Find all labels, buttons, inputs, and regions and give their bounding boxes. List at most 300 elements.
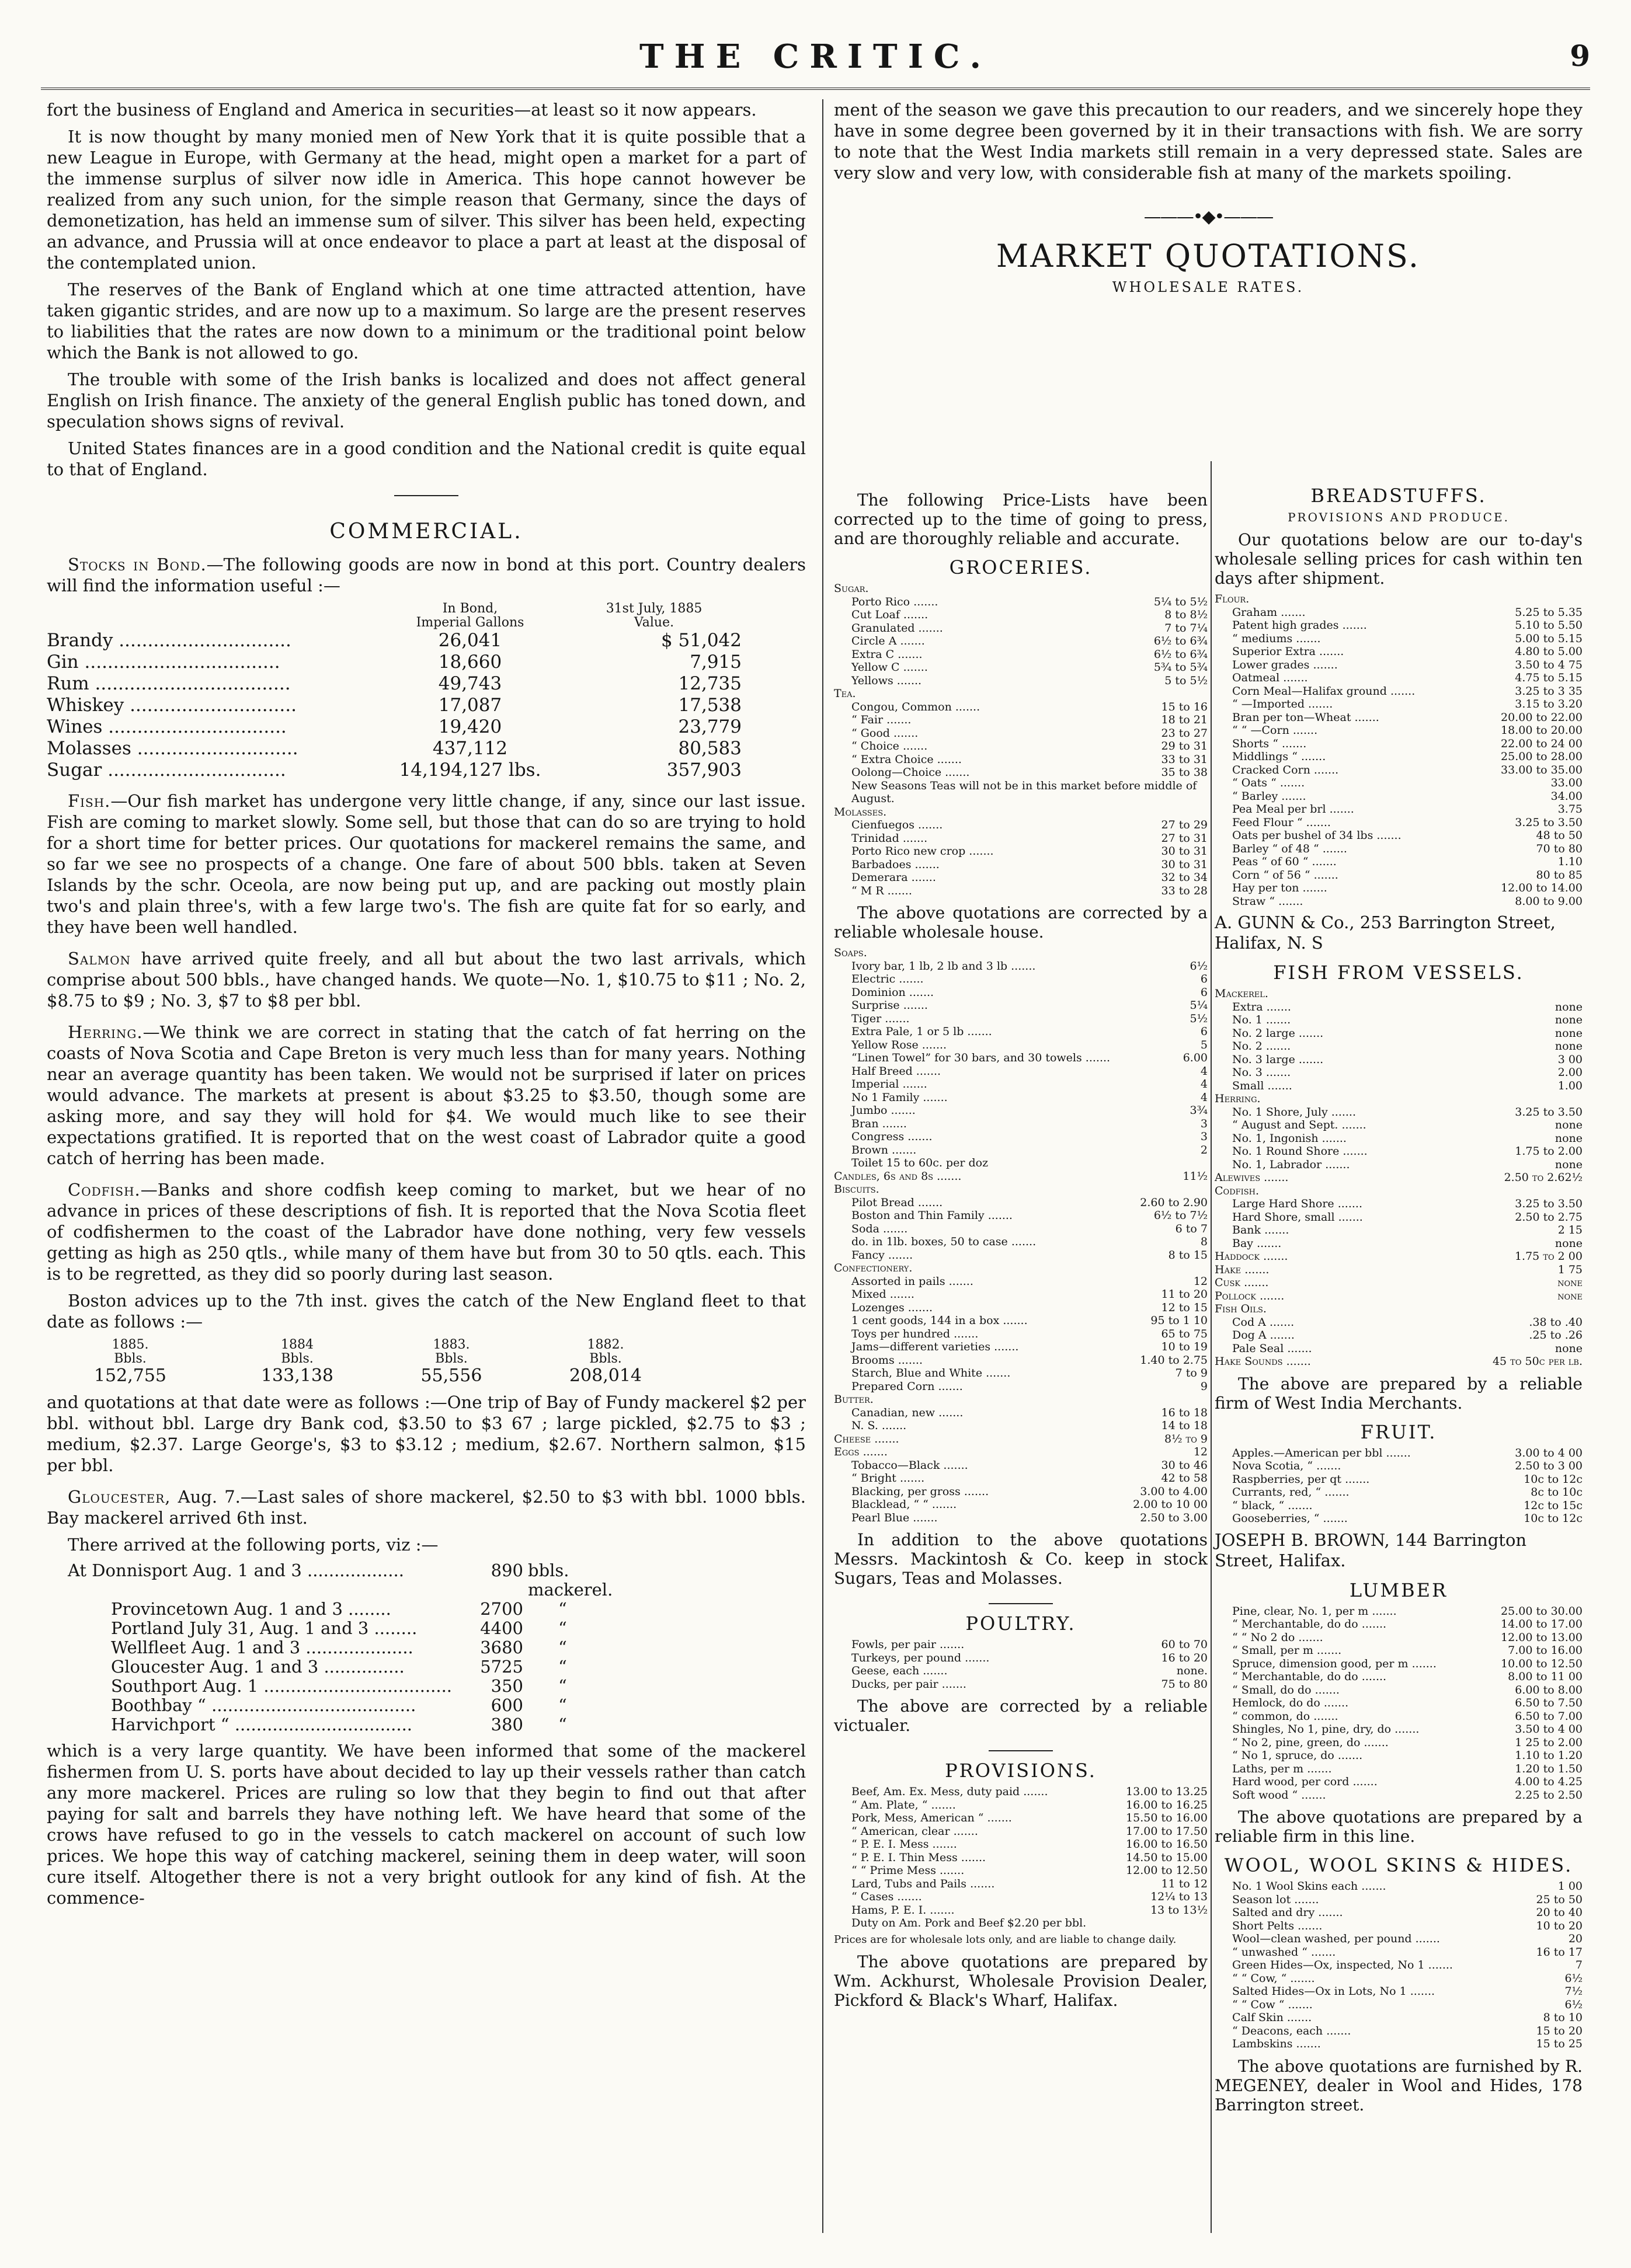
- fish-list: [1215, 987, 1583, 1368]
- list-item: [1215, 1631, 1583, 1645]
- category-label: Pollock .......: [1215, 1289, 1285, 1302]
- continuation-paragraph: ment of the season we gave this precaution to our readers, and we sincerely hope they have in some degree been governed by it in their transactions with fish. We are sorry to note that the West India markets still remain in a very depressed state. Sales are very slow and very low, with considerable fish at many of the markets spoiling.: [834, 100, 1583, 183]
- item-value: 13 to 13½: [1150, 1903, 1208, 1917]
- item-label: Mixed .......: [851, 1288, 914, 1301]
- item-label: Cracked Corn .......: [1232, 763, 1339, 776]
- table-row: [47, 1638, 631, 1657]
- item-label: Dog A .......: [1232, 1329, 1295, 1342]
- list-item: [1215, 1342, 1583, 1356]
- list-item: [834, 1144, 1208, 1157]
- category-row: [834, 1445, 1208, 1459]
- item-label: Pork, Mess, American “ .......: [851, 1811, 1012, 1824]
- item-value: 8 to 8½: [1164, 608, 1208, 621]
- bond-intro: [47, 554, 806, 596]
- list-item: [1215, 2011, 1583, 2025]
- list-item: [834, 1851, 1208, 1865]
- item-label: Short Pelts .......: [1232, 1919, 1323, 1932]
- item-label: Electric .......: [851, 973, 924, 985]
- item-value: 6.50 to 7.50: [1515, 1696, 1583, 1709]
- list-item: [1215, 1106, 1583, 1119]
- paragraph: fort the business of England and America in securities—at least so it now appears.: [47, 100, 757, 120]
- item-value: 7: [1575, 1959, 1583, 1971]
- port-qty: 2700: [480, 1599, 523, 1619]
- port-unit: “: [558, 1638, 567, 1657]
- item-value: 3: [1200, 1117, 1208, 1130]
- item-value: 6: [1200, 1025, 1208, 1038]
- item-label: Lard, Tubs and Pails .......: [851, 1877, 995, 1890]
- item-label: Tiger .......: [851, 1012, 910, 1025]
- run-in-head: Herring.: [68, 1022, 143, 1042]
- list-item: [834, 1314, 1208, 1328]
- list-item: [834, 1638, 1208, 1652]
- item-label: N. S. .......: [851, 1419, 907, 1432]
- poultry-list: [834, 1638, 1208, 1691]
- item-label: Duty on Am. Pork and Beef $2.20 per bbl.: [851, 1917, 1087, 1929]
- list-item: [834, 1485, 1208, 1499]
- item-value: 95 to 1 10: [1150, 1314, 1208, 1327]
- item-label: “ P. E. I. Thin Mess .......: [851, 1851, 986, 1864]
- category-row: [1215, 1171, 1583, 1184]
- item-value: 35 to 38: [1161, 766, 1208, 779]
- item-label: “ August and Sept. .......: [1232, 1119, 1366, 1131]
- item-label: Tobacco—Black .......: [851, 1458, 968, 1472]
- list-item: [834, 1799, 1208, 1812]
- category-label: Tea.: [834, 687, 856, 700]
- item-label: “ “ Cow “ .......: [1232, 1998, 1313, 2011]
- item-label: Blacklead, “ “ .......: [851, 1498, 957, 1511]
- fruit-list: [1215, 1447, 1583, 1525]
- item-value: 3.15 to 3.20: [1515, 698, 1583, 710]
- item-value: 3.25 to 3.50: [1515, 1197, 1583, 1210]
- table-row: [47, 673, 806, 695]
- item-value: 5 to 5½: [1164, 674, 1208, 687]
- item-name: Rum ..................................: [47, 673, 291, 694]
- item-label: Jumbo .......: [851, 1104, 916, 1117]
- category-label: Haddock .......: [1215, 1250, 1288, 1263]
- item-value: 6: [1200, 973, 1208, 985]
- category-label: Herring.: [1215, 1092, 1261, 1105]
- item-label: Small .......: [1232, 1079, 1292, 1092]
- item-value: 4: [1200, 1078, 1208, 1091]
- list-item: [834, 753, 1208, 767]
- item-value: 8c to 10c: [1531, 1486, 1583, 1499]
- port-qty: 600: [491, 1695, 523, 1715]
- item-label: Fowls, per pair .......: [851, 1638, 965, 1651]
- item-label: Hard Shore, small .......: [1232, 1210, 1363, 1224]
- item-value: 1 25 to 2.00: [1515, 1736, 1583, 1749]
- item-value: 30 to 31: [1161, 858, 1208, 871]
- item-value: [1493, 1184, 1583, 1198]
- list-item: [1215, 1066, 1583, 1079]
- item-label: Yellows .......: [851, 674, 922, 687]
- list-item: [1215, 1723, 1583, 1736]
- list-item: [834, 1340, 1208, 1354]
- item-label: Green Hides—Ox, inspected, No 1 .......: [1232, 1959, 1453, 1971]
- category-row: [834, 946, 1208, 960]
- port-qty: 380: [491, 1715, 523, 1734]
- table-row: [47, 1677, 631, 1696]
- item-value: [1132, 1393, 1208, 1406]
- item-value: none: [1557, 1276, 1583, 1289]
- item-label: Gooseberries, “ .......: [1232, 1512, 1348, 1525]
- item-label: “ Cases .......: [851, 1890, 922, 1903]
- item-label: “ P. E. I. Mess .......: [851, 1838, 957, 1851]
- item-value: [1493, 1302, 1583, 1316]
- list-item: [1215, 1775, 1583, 1789]
- item-value: 29 to 31: [1161, 740, 1208, 752]
- list-item: [1215, 671, 1583, 685]
- list-item: [1215, 1027, 1583, 1040]
- list-item: [834, 648, 1208, 661]
- item-label: Extra Pale, 1 or 5 lb .......: [851, 1025, 992, 1038]
- list-item: [834, 973, 1208, 986]
- category-row: [1215, 1355, 1583, 1368]
- port-unit: “: [558, 1676, 567, 1696]
- item-label: Toys per hundred .......: [851, 1327, 979, 1340]
- breadstuffs-list: [1215, 593, 1583, 908]
- port-qty: 5725: [480, 1657, 523, 1677]
- item-value: 11 to 20: [1161, 1288, 1208, 1301]
- item-value: 3.50 to 4 00: [1515, 1723, 1583, 1736]
- finance-commercial-column: [47, 99, 806, 1914]
- item-label: Superior Extra .......: [1232, 645, 1344, 658]
- item-value: 14.50 to 15.00: [1126, 1851, 1208, 1864]
- column-divider: [822, 99, 823, 2233]
- section-rule: [394, 495, 458, 496]
- item-label: Beef, Am. Ex. Mess, duty paid .......: [851, 1785, 1048, 1798]
- item-value: 8½ to 9: [1164, 1432, 1208, 1445]
- item-label: Blacking, per gross .......: [851, 1485, 989, 1498]
- item-value: 60 to 70: [1161, 1638, 1208, 1651]
- list-item: [834, 608, 1208, 622]
- item-value: 16 to 17: [1536, 1945, 1583, 1959]
- category-row: [1215, 1302, 1583, 1316]
- breadstuffs-heading: BREADSTUFFS.: [1310, 485, 1487, 507]
- codfish-text: —Banks and shore codfish keep coming to market, but we hear of no advance in prices of these descriptions of fish. It is reported that the Nova Scotia fleet of codfishermen to the coast of the Labrador have done nothing, very few vessels getting as high as 250 qtls., while many of them have but from 30 to 50 qtls. each. This is to be regretted, as they did so poorly during last season.: [47, 1180, 806, 1284]
- table-row: [47, 1715, 631, 1734]
- list-item: [834, 635, 1208, 648]
- list-item: [1215, 803, 1583, 816]
- list-item: [1215, 764, 1583, 777]
- item-label: Granulated .......: [851, 621, 943, 635]
- item-label: Cod A .......: [1232, 1315, 1295, 1329]
- table-row: [47, 760, 806, 781]
- item-value: 15.50 to 16.00: [1126, 1811, 1208, 1824]
- item-value: 34.00: [1550, 789, 1583, 803]
- item-value: 15 to 25: [1536, 2037, 1583, 2050]
- list-item: [834, 1511, 1208, 1525]
- category-label: Molasses.: [834, 805, 887, 818]
- produce-column: [1215, 485, 1583, 2119]
- item-label: Laths, per m .......: [1232, 1762, 1332, 1775]
- category-label: Cheese .......: [834, 1432, 899, 1445]
- list-item: [1215, 1512, 1583, 1525]
- fish-text: —Our fish market has undergone very little change, if any, since our last issue. Fish are coming to market slowly. Some sell, but those that can do so are trying to hold for a short time for better prices. Our quotations for mackerel remains the same, and so far we see no prospects of a change. One fare of about 500 bbls. taken at Seven Islands by the schr. Oceola, are now being put up, and are packing out mostly plain two's and plain three's, with a few large two's. The fish are quite fat for so early, and they have been well handled.: [47, 791, 806, 937]
- catch-unit: Bbls.: [281, 1351, 314, 1366]
- list-item: [1215, 1946, 1583, 1959]
- item-value: 11½: [1183, 1169, 1208, 1183]
- item-label: Fancy .......: [851, 1248, 913, 1262]
- port-name: Southport Aug. 1 ...................................: [111, 1676, 453, 1696]
- item-value: 12 to 15: [1161, 1301, 1208, 1314]
- item-value: 6 to 7: [1175, 1222, 1208, 1235]
- item-label: “ American, clear .......: [851, 1824, 978, 1838]
- category-row: [834, 806, 1208, 819]
- item-name: Wines ...............................: [47, 716, 287, 737]
- table-row: [47, 1561, 631, 1600]
- item-value: 8: [1200, 1235, 1208, 1248]
- list-item: [1215, 1145, 1583, 1158]
- item-label: Bran per ton—Wheat .......: [1232, 710, 1379, 724]
- list-item: [1215, 1618, 1583, 1631]
- item-value: 1.10 to 1.20: [1515, 1749, 1583, 1762]
- list-item: [1215, 1486, 1583, 1499]
- item-value: 2.00 to 10 00: [1133, 1498, 1208, 1511]
- finance-article: [47, 99, 806, 480]
- category-label: Butter.: [834, 1393, 874, 1406]
- item-value: 45 to 50c per lb.: [1492, 1355, 1583, 1368]
- category-row: [1215, 987, 1583, 1001]
- item-value: 2.50 to 3.00: [1140, 1511, 1208, 1524]
- item-value: 12¼ to 13: [1150, 1890, 1208, 1903]
- item-value: 10c to 12c: [1524, 1512, 1583, 1525]
- item-label: Currants, red, “ .......: [1232, 1486, 1350, 1499]
- item-label: Turkeys, per pound .......: [851, 1651, 990, 1664]
- item-value: 8 to 15: [1168, 1248, 1208, 1262]
- list-item: [1215, 1998, 1583, 2012]
- list-item: [1215, 1670, 1583, 1684]
- item-value: 18 to 21: [1161, 713, 1208, 726]
- list-item: [1215, 1040, 1583, 1053]
- list-item: [834, 871, 1208, 884]
- item-value: 1.20 to 1.50: [1515, 1762, 1583, 1775]
- gloucester-text: Aug. 7.—Last sales of shore mackerel, $2.50 to $3 with bbl. 1000 bbls. Bay mackerel arrived 6th inst.: [47, 1487, 806, 1528]
- list-item: [834, 832, 1208, 845]
- port-name: Gloucester Aug. 1 and 3 ...............: [111, 1657, 405, 1677]
- list-item: [1215, 659, 1583, 672]
- item-label: Geese, each .......: [851, 1664, 948, 1677]
- wool-list: [1215, 1880, 1583, 2051]
- item-value: 32 to 34: [1161, 871, 1208, 884]
- item-value: none: [1555, 1158, 1583, 1171]
- list-item: [834, 884, 1208, 898]
- item-label: Soda .......: [851, 1222, 908, 1235]
- fleet-catch-table: [47, 1338, 689, 1386]
- gallons-cell: 49,743: [438, 673, 502, 694]
- port-name: Harvichport “ .................................: [111, 1715, 413, 1734]
- item-label: Jams—different varieties .......: [851, 1340, 1019, 1353]
- list-item: [834, 1078, 1208, 1091]
- section-rule: [989, 1603, 1053, 1604]
- list-item: [1215, 685, 1583, 698]
- item-value: 5.25 to 5.35: [1515, 605, 1583, 619]
- col-header-value: [566, 602, 742, 630]
- list-item: [834, 858, 1208, 872]
- port-unit: “: [558, 1657, 567, 1677]
- item-value: none: [1557, 1289, 1583, 1302]
- item-label: Cut Loaf .......: [851, 608, 928, 621]
- list-item: [1215, 698, 1583, 711]
- list-item: [1215, 1644, 1583, 1657]
- item-value: 18.00 to 20.00: [1501, 724, 1583, 737]
- ports-intro: There arrived at the following ports, viz :—: [68, 1535, 439, 1555]
- item-value: 9: [1200, 1379, 1208, 1393]
- list-item: [1215, 2037, 1583, 2051]
- list-item: [834, 1380, 1208, 1393]
- item-value: 23 to 27: [1161, 726, 1208, 740]
- item-label: 1 cent goods, 144 in a box .......: [851, 1314, 1028, 1327]
- list-item: [834, 960, 1208, 973]
- wool-heading: WOOL, WOOL SKINS & HIDES.: [1224, 1854, 1573, 1876]
- item-label: Assorted in pails .......: [851, 1274, 973, 1288]
- item-value: 3 00: [1557, 1053, 1583, 1066]
- item-value: 11 to 12: [1161, 1877, 1208, 1890]
- item-value: 2.25 to 2.50: [1515, 1788, 1583, 1802]
- item-label: “ Small, per m .......: [1232, 1644, 1342, 1657]
- item-value: 4: [1200, 1064, 1208, 1078]
- market-quotations-header: [834, 99, 1583, 305]
- item-label: Soft wood “ .......: [1232, 1788, 1326, 1802]
- section-rule: [989, 1750, 1053, 1751]
- item-value: 6½: [1564, 1998, 1583, 2011]
- category-row: [1215, 1290, 1583, 1303]
- category-row: [834, 687, 1208, 701]
- item-value: 4.80 to 5.00: [1515, 645, 1583, 658]
- item-label: Pale Seal .......: [1232, 1342, 1312, 1355]
- item-value: 12: [1193, 1445, 1208, 1458]
- item-label: Trinidad .......: [851, 831, 928, 845]
- list-item: [1215, 882, 1583, 895]
- item-label: Porto Rico new crop .......: [851, 845, 994, 858]
- category-label: Hake Sounds .......: [1215, 1355, 1311, 1368]
- value-cell: 12,735: [678, 673, 742, 694]
- list-item: [834, 595, 1208, 609]
- list-item: [834, 1328, 1208, 1341]
- fish-note: The above are prepared by a reliable firm of West India Merchants.: [1215, 1374, 1583, 1413]
- paragraph: The reserves of the Bank of England which at one time attracted attention, have taken gigantic strides, and are now up to a maximum. So large are the present reserves to liabilities that the rates are now down to a minimum or the traditional point below which the Bank is not allowed to go.: [47, 280, 806, 363]
- item-label: Oatmeal .......: [1232, 671, 1308, 684]
- paragraph: The trouble with some of the Irish banks is localized and does not affect general English on Irish finance. The anxiety of the general English public has toned down, and speculation shows signs of revival.: [47, 370, 806, 431]
- item-value: 7 to 7¼: [1164, 621, 1208, 635]
- list-item: [1215, 1906, 1583, 1919]
- run-in-head: Codfish.: [68, 1180, 141, 1200]
- catch-unit-row: [47, 1352, 689, 1366]
- list-item: [834, 727, 1208, 740]
- item-label: “ Merchantable, do do .......: [1232, 1618, 1387, 1631]
- item-label: Lower grades .......: [1232, 658, 1338, 671]
- list-item: [834, 1904, 1208, 1917]
- item-value: 7½: [1564, 1985, 1583, 1998]
- item-value: 8.00 to 9.00: [1515, 894, 1583, 908]
- list-item: [1215, 711, 1583, 724]
- catch-year: 1882.: [587, 1337, 624, 1352]
- item-label: Extra C .......: [851, 647, 923, 661]
- list-item: [834, 1025, 1208, 1039]
- port-unit: “: [558, 1618, 567, 1638]
- item-label: Canadian, new .......: [851, 1406, 964, 1419]
- salmon-paragraph: [47, 948, 806, 1011]
- run-in-head: Gloucester,: [68, 1487, 171, 1507]
- mackintosh-note: In addition to the above quotations Messrs. Mackintosh & Co. keep in stock Sugars, Teas and Molasses.: [834, 1530, 1208, 1588]
- catch-unit: Bbls.: [435, 1351, 468, 1366]
- item-label: No. 3 large .......: [1232, 1053, 1324, 1066]
- item-value: 6.00: [1183, 1051, 1208, 1064]
- table-row: [47, 1696, 631, 1715]
- item-label: Peas “ of 60 “ .......: [1232, 855, 1337, 868]
- table-row: [47, 652, 806, 673]
- list-item: [1215, 1932, 1583, 1946]
- item-label: “ Bright .......: [851, 1472, 925, 1485]
- list-item: [1215, 1447, 1583, 1460]
- item-value: 6.50 to 7.00: [1515, 1709, 1583, 1723]
- item-value: .25 to .26: [1529, 1329, 1583, 1342]
- item-label: Corn “ of 56 “ .......: [1232, 868, 1338, 882]
- groceries-heading: GROCERIES.: [949, 556, 1093, 579]
- item-value: [1493, 1092, 1583, 1106]
- value-cell: 357,903: [666, 760, 742, 781]
- list-item: [1215, 1119, 1583, 1132]
- list-item: [1215, 645, 1583, 659]
- item-value: 25 to 50: [1536, 1893, 1583, 1906]
- list-item: [834, 1419, 1208, 1433]
- item-name: Gin ..................................: [47, 652, 280, 673]
- list-item: [1215, 1684, 1583, 1697]
- fruit-dealer: JOSEPH B. BROWN, 144 Barrington Street, Halifax.: [1215, 1530, 1527, 1570]
- item-value: 16.00 to 16.25: [1126, 1798, 1208, 1811]
- item-label: “ “ No 2 do .......: [1232, 1631, 1323, 1644]
- item-label: Porto Rico .......: [851, 595, 938, 608]
- item-value: 20 to 40: [1536, 1906, 1583, 1919]
- item-value: 5¼ to 5½: [1153, 595, 1208, 608]
- item-label: Prepared Corn .......: [851, 1379, 963, 1393]
- run-in-head: Stocks in Bond.: [68, 555, 207, 574]
- category-row: [834, 1433, 1208, 1446]
- list-item: [834, 1288, 1208, 1301]
- port-name: Portland July 31, Aug. 1 and 3 ........: [111, 1618, 418, 1638]
- category-label: Hake .......: [1215, 1263, 1270, 1276]
- list-item: [834, 1117, 1208, 1131]
- item-label: Shorts “ .......: [1232, 737, 1307, 750]
- item-label: No. 2 large .......: [1232, 1026, 1324, 1040]
- list-item: [834, 1091, 1208, 1105]
- fish-paragraph: [47, 790, 806, 938]
- list-item: [834, 1249, 1208, 1262]
- value-cell: 17,538: [678, 695, 742, 716]
- port-unit: “: [558, 1599, 567, 1619]
- category-label: Alewives .......: [1215, 1171, 1289, 1184]
- item-value: 3.00 to 4.00: [1140, 1485, 1208, 1498]
- category-row: [1215, 1276, 1583, 1290]
- catch-year: 1884: [280, 1337, 314, 1352]
- item-label: No. 1 Shore, July .......: [1232, 1105, 1357, 1119]
- item-value: 2 15: [1557, 1224, 1583, 1236]
- item-value: 16 to 18: [1161, 1406, 1208, 1419]
- list-item: [834, 622, 1208, 635]
- list-item: [834, 1196, 1208, 1210]
- item-value: none: [1555, 1342, 1583, 1355]
- item-value: 30 to 31: [1161, 845, 1208, 858]
- item-value: [1501, 593, 1583, 606]
- poultry-note: The above are corrected by a reliable victualer.: [834, 1696, 1208, 1735]
- item-value: 27 to 29: [1161, 818, 1208, 831]
- item-label: Patent high grades .......: [1232, 619, 1367, 632]
- item-value: 16.00 to 16.50: [1126, 1838, 1208, 1851]
- list-item: [834, 1917, 1208, 1930]
- list-item: [834, 740, 1208, 753]
- item-label: Wool—clean washed, per pound .......: [1232, 1932, 1440, 1945]
- salmon-text: have arrived quite freely, and all but about the two last arrivals, which comprise about 500 bbls., have changed hands. We quote—No. 1, $10.75 to $11 ; No. 2, $8.75 to $9 ; No. 3, $7 to $8 per bbl.: [47, 949, 806, 1011]
- item-value: 10 to 20: [1536, 1919, 1583, 1932]
